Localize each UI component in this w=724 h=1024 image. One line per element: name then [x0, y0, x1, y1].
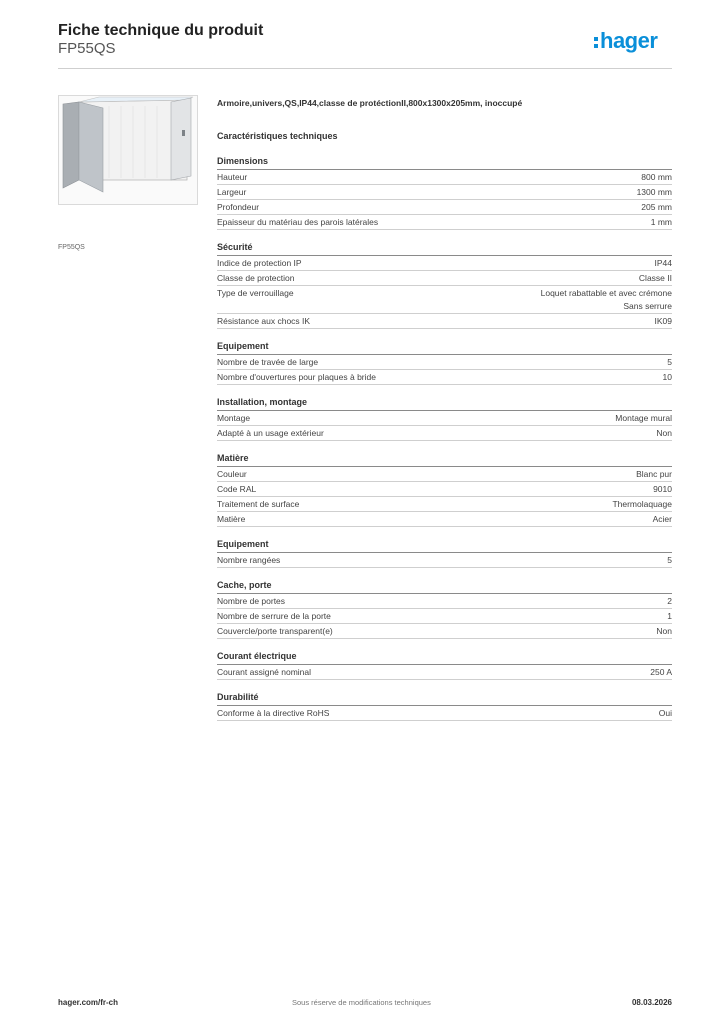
spec-label: Conforme à la directive RoHS: [217, 708, 330, 718]
spec-label: Nombre d'ouvertures pour plaques à bride: [217, 372, 376, 382]
spec-value: [655, 257, 673, 270]
spec-value: [637, 186, 672, 199]
spec-label: Courant assigné nominal: [217, 667, 312, 677]
spec-label: Adapté à un usage extérieur: [217, 428, 324, 438]
spec-value-line: Non: [656, 626, 672, 636]
spec-row: [217, 609, 672, 624]
spec-value-line: 800 mm: [641, 172, 672, 182]
spec-value-line: IK09: [654, 316, 672, 326]
spec-value: [659, 707, 672, 720]
logo-text: hager: [600, 28, 658, 53]
spec-value-line: Thermolaquage: [612, 499, 672, 509]
header-divider: [58, 68, 672, 69]
page-title: Fiche technique du produit: [58, 22, 264, 39]
spec-label: Couvercle/porte transparent(e): [217, 626, 333, 636]
spec-value-line: 1 mm: [650, 217, 672, 227]
section-title: Cache, porte: [217, 577, 672, 594]
spec-value-line: Non: [656, 428, 672, 438]
spec-value-line: 9010: [653, 484, 672, 494]
spec-value-line: 1300 mm: [636, 187, 672, 197]
cabinet-illustration: [59, 96, 197, 204]
spec-row: [217, 286, 672, 314]
spec-label: Couleur: [217, 469, 247, 479]
spec-content: [217, 96, 672, 721]
spec-label: Profondeur: [217, 202, 260, 212]
spec-row: [217, 553, 672, 568]
spec-label: Indice de protection IP: [217, 258, 302, 268]
spec-value: [667, 610, 672, 623]
logo-dots-icon: [594, 35, 598, 49]
spec-label: Nombre de serrure de la porte: [217, 611, 331, 621]
spec-value: [653, 513, 672, 526]
spec-value: [636, 468, 672, 481]
spec-label: Largeur: [217, 187, 247, 197]
spec-row: [217, 185, 672, 200]
spec-row: [217, 314, 672, 329]
spec-value: [667, 595, 672, 608]
spec-row: [217, 497, 672, 512]
spec-value: [650, 666, 672, 679]
spec-value: [541, 287, 672, 313]
spec-row: [217, 256, 672, 271]
spec-row: [217, 370, 672, 385]
characteristics-title: Caractéristiques techniques: [217, 131, 338, 141]
spec-row: [217, 200, 672, 215]
footer-disclaimer: Sous réserve de modifications techniques: [292, 998, 431, 1007]
spec-label: Type de verrouillage: [217, 288, 294, 298]
spec-value: [641, 201, 672, 214]
spec-label: Résistance aux chocs IK: [217, 316, 311, 326]
section-title: Equipement: [217, 536, 672, 553]
spec-value: [612, 498, 672, 511]
section-title: Equipement: [217, 338, 672, 355]
spec-row: [217, 624, 672, 639]
section-title: Matière: [217, 450, 672, 467]
section-title: Sécurité: [217, 239, 672, 256]
hager-logo: [594, 28, 657, 54]
spec-row: [217, 512, 672, 527]
section-title: Courant électrique: [217, 648, 672, 665]
spec-value-line: Sans serrure: [623, 301, 672, 311]
spec-value-line: 5: [667, 555, 672, 565]
spec-value-line: 205 mm: [641, 202, 672, 212]
spec-row: [217, 355, 672, 370]
spec-row: [217, 411, 672, 426]
spec-value: [615, 412, 672, 425]
spec-row: [217, 482, 672, 497]
spec-value-line: Blanc pur: [636, 469, 672, 479]
footer-date: 08.03.2026: [631, 998, 672, 1007]
spec-row: [217, 706, 672, 721]
spec-value: [667, 356, 672, 369]
spec-value: [663, 371, 672, 384]
spec-value-line: 1: [667, 611, 672, 621]
spec-label: Classe de protection: [217, 273, 295, 283]
spec-value: [667, 554, 672, 567]
spec-value: [653, 483, 672, 496]
spec-value-line: IP44: [654, 258, 672, 268]
spec-value-line: Montage mural: [615, 413, 672, 423]
spec-value: [641, 171, 672, 184]
product-description: Armoire,univers,QS,IP44,classe de protéctionII,800x1300x205mm, inoccupé: [217, 98, 523, 108]
spec-row: [217, 426, 672, 441]
spec-value-line: Classe II: [638, 273, 672, 283]
spec-value-line: Acier: [652, 514, 672, 524]
spec-value-line: 250 A: [650, 667, 672, 677]
footer-website: hager.com/fr-ch: [58, 998, 119, 1007]
section-title: Installation, montage: [217, 394, 672, 411]
spec-row: [217, 170, 672, 185]
spec-label: Code RAL: [217, 484, 257, 494]
spec-label: Hauteur: [217, 172, 248, 182]
spec-sections: [217, 153, 672, 721]
spec-label: Matière: [217, 514, 246, 524]
spec-label: Traitement de surface: [217, 499, 300, 509]
spec-value: [655, 315, 673, 328]
spec-value: [656, 625, 672, 638]
spec-row: [217, 665, 672, 680]
spec-label: Nombre de portes: [217, 596, 286, 606]
spec-label: Montage: [217, 413, 251, 423]
spec-row: [217, 215, 672, 230]
spec-value-line: Loquet rabattable et avec crémone: [540, 288, 672, 298]
section-title: Dimensions: [217, 153, 672, 170]
spec-row: [217, 271, 672, 286]
spec-label: Nombre de travée de large: [217, 357, 319, 367]
product-reference: FP55QS: [58, 40, 116, 57]
spec-label: Nombre rangées: [217, 555, 281, 565]
spec-row: [217, 594, 672, 609]
spec-value-line: 10: [662, 372, 672, 382]
spec-value: [651, 216, 672, 229]
spec-value-line: Oui: [658, 708, 672, 718]
spec-value: [639, 272, 672, 285]
spec-value-line: 5: [667, 357, 672, 367]
product-image: [58, 95, 198, 205]
spec-row: [217, 467, 672, 482]
spec-label: Epaisseur du matériau des parois latérales: [217, 217, 379, 227]
spec-value-line: 2: [667, 596, 672, 606]
section-title: Durabilité: [217, 689, 672, 706]
spec-value: [656, 427, 672, 440]
image-caption: FP55QS: [58, 244, 85, 251]
